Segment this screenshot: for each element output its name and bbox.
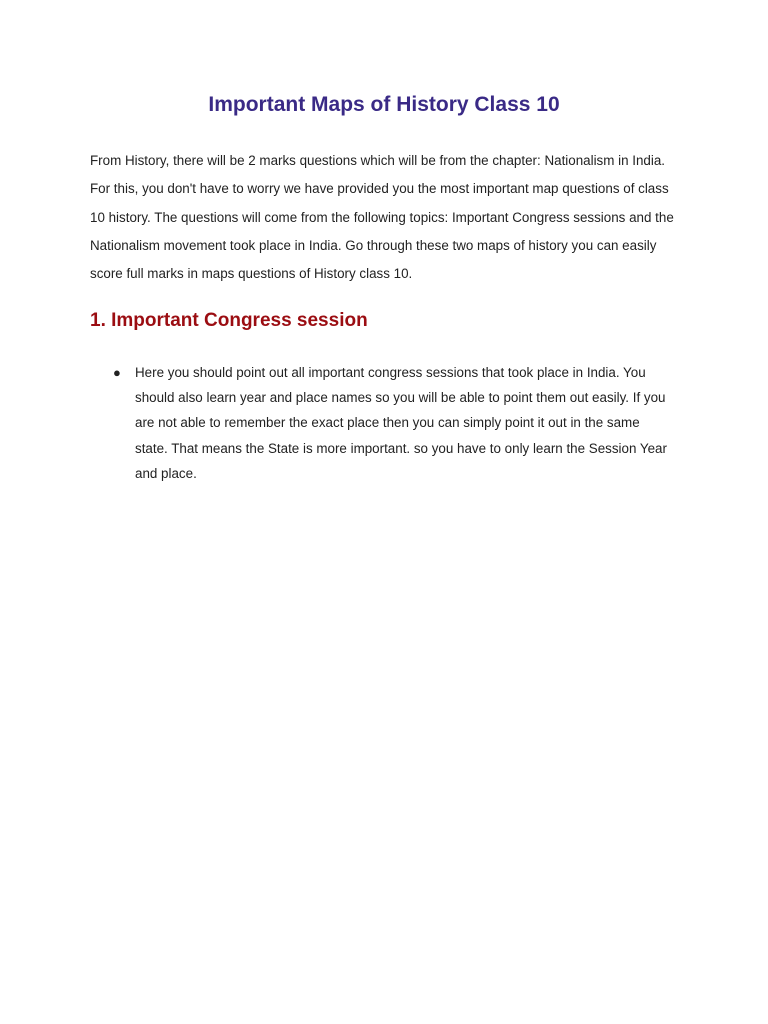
section-heading: 1. Important Congress session	[90, 310, 368, 331]
intro-paragraph: From History, there will be 2 marks questions which will be from the chapter: Nationalism in India. For this, you don't have to worry we have provided you the most important map questions of class 10 history. The questions will come from the following topics: Important Congress sessions and the Nationalism movement took place in India. Go through these two maps of history you can easily score full marks in maps questions of History class 10.	[90, 153, 674, 282]
bullet-icon: ●	[113, 365, 121, 380]
bullet-text: Here you should point out all important congress sessions that took place in India. You should also learn year and place names so you will be able to point them out easily. If you are not able to remember the exact place then you can simply point it out in the same state. That means the State is more important. so you have to only learn the Session Year and place.	[135, 365, 667, 481]
list-item	[0, 360, 670, 486]
bullet-list	[0, 360, 768, 486]
document-title: Important Maps of History Class 10	[208, 93, 560, 116]
